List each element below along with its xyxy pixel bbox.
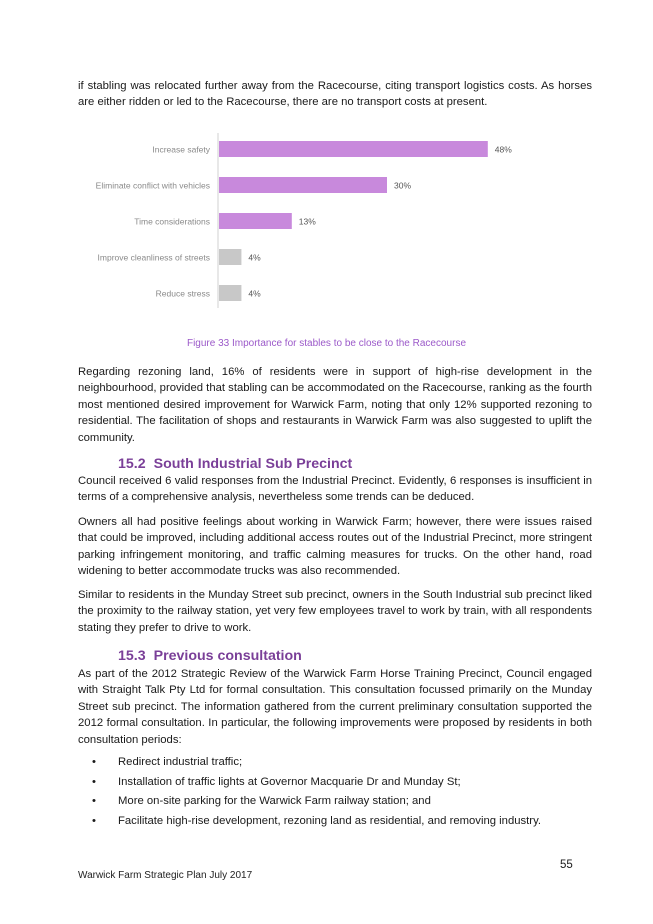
bullet-icon: • xyxy=(92,814,96,827)
section-title: Previous consultation xyxy=(153,648,302,664)
category-label: Time considerations xyxy=(134,216,210,227)
bullet-icon: • xyxy=(92,795,96,807)
category-label: Eliminate conflict with vehicles xyxy=(95,180,210,191)
importance-bar-chart xyxy=(78,128,538,308)
list-item xyxy=(92,812,592,832)
data-label: 4% xyxy=(248,252,261,263)
list-item-text: Facilitate high-rise development, rezoning land as residential, and removing industry. xyxy=(118,814,542,827)
intro-paragraph: if stabling was relocated further away from the Racecourse, citing transport logistics costs. As horses are either ridden or led to the Racecourse, there are no transport costs at present. xyxy=(78,80,592,109)
bar xyxy=(219,285,241,301)
industrial-paragraph-3: Similar to residents in the Munday Street sub precinct, owners in the South Industrial sub precinct liked the proximity to the railway station, yet very few employees travel to work by train, with all respondents stating they prefer to drive to work. xyxy=(78,589,592,634)
bullet-icon: • xyxy=(92,775,96,788)
industrial-paragraph-1: Council received 6 valid responses from the Industrial Precinct. Evidently, 6 responses is insufficient in terms of a comprehensive analysis, nevertheless some trends can be deduced. xyxy=(78,475,592,504)
section-number: 15.2 xyxy=(118,456,146,472)
data-label: 4% xyxy=(248,288,261,299)
improvements-list xyxy=(92,753,592,831)
list-item xyxy=(92,773,592,793)
bar xyxy=(219,213,292,229)
category-label: Reduce stress xyxy=(155,288,210,299)
bar xyxy=(219,249,241,265)
rezoning-paragraph: Regarding rezoning land, 16% of residents were in support of high-rise development in the neighbourhood, provided that stabling can be accommodated on the Racecourse, ranking as the fourth most mentioned desired improvement for Warwick Farm, noting that only 12% supported rezoning to residential. The facilitation of shops and restaurants in Warwick Farm was also suggested to uplift the community. xyxy=(78,366,592,444)
category-label: Increase safety xyxy=(152,144,210,155)
footer-title: Warwick Farm Strategic Plan July 2017 xyxy=(78,870,253,881)
page-number: 55 xyxy=(560,859,573,871)
category-label: Improve cleanliness of streets xyxy=(97,252,210,263)
data-label: 13% xyxy=(298,216,316,227)
section-heading-15-3 xyxy=(118,648,302,664)
data-label: 48% xyxy=(494,144,512,155)
section-title: South Industrial Sub Precinct xyxy=(153,456,353,472)
list-item xyxy=(92,792,592,812)
section-heading-15-2 xyxy=(118,456,352,472)
bar xyxy=(219,177,387,193)
consultation-paragraph: As part of the 2012 Strategic Review of the Warwick Farm Horse Training Precinct, Council engaged with Straight Talk Pty Ltd for formal consultation. This consultation focussed primarily on the Munday Street sub precinct. The information gathered from the current preliminary consultation supported the 2012 formal consultation. In particular, the following improvements were proposed by residents in both consultation periods: xyxy=(78,668,592,746)
list-item-text: Redirect industrial traffic; xyxy=(118,756,243,768)
figure-caption: Figure 33 Importance for stables to be close to the Racecourse xyxy=(186,338,467,349)
list-item-text: More on-site parking for the Warwick Farm railway station; and xyxy=(118,795,431,807)
list-item xyxy=(92,753,592,773)
industrial-paragraph-2: Owners all had positive feelings about working in Warwick Farm; however, there were issues raised that could be improved, including additional access routes out of the Industrial Precinct, more stringent parking infringement monitoring, and traffic calming measures for trucks. On the other hand, road widening to better accommodate trucks was also recommended. xyxy=(78,516,592,578)
data-label: 30% xyxy=(394,180,412,191)
bar xyxy=(219,141,488,157)
list-item-text: Installation of traffic lights at Governor Macquarie Dr and Munday St; xyxy=(118,775,461,788)
section-number: 15.3 xyxy=(118,648,146,664)
bullet-icon: • xyxy=(92,756,96,768)
